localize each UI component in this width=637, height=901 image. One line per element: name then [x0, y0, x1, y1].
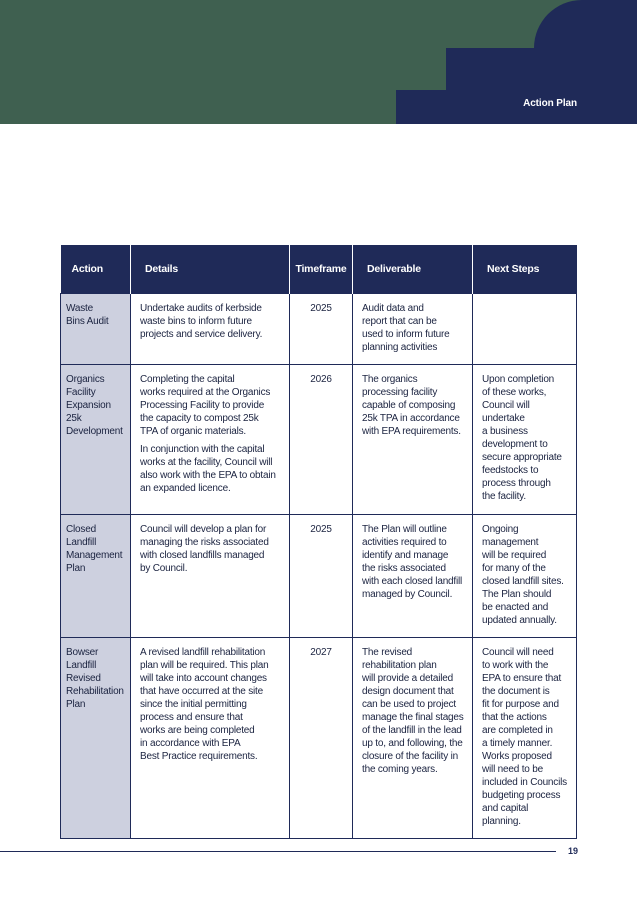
header-step-shape	[396, 90, 637, 124]
header-action: Action	[61, 245, 131, 294]
section-title: Action Plan	[523, 98, 577, 109]
next-steps-cell: Upon completion of these works, Council will undertake a business development to secure appropriate feedstocks to process through the facility.	[473, 365, 577, 515]
header-timeframe: Timeframe	[290, 245, 353, 294]
next-steps-cell: Council will need to work with the EPA to ensure that the document is fit for purpose and that the actions are completed in a timely manner. Works proposed will need to be included in Councils budgeting process and capital planning.	[473, 638, 577, 839]
timeframe-cell: 2025	[290, 515, 353, 638]
timeframe-cell: 2027	[290, 638, 353, 839]
action-plan-table	[60, 245, 577, 839]
deliverable-cell: Audit data and report that can be used to inform future planning activities	[353, 294, 473, 365]
header-next-steps: Next Steps	[473, 245, 577, 294]
table-row	[61, 294, 577, 365]
details-cell	[131, 294, 290, 365]
action-cell: Organics Facility Expansion 25k Development	[61, 365, 131, 515]
action-cell: Closed Landfill Management Plan	[61, 515, 131, 638]
footer-divider	[0, 851, 556, 852]
details-cell	[131, 515, 290, 638]
details-paragraph: A revised landfill rehabilitation plan will be required. This plan will take into account changes that have occurred at the site since the initial permitting process and ensure that works are being completed in accordance with EPA Best Practice requirements.	[140, 647, 269, 762]
header-deliverable: Deliverable	[353, 245, 473, 294]
deliverable-cell: The organics processing facility capable of composing 25k TPA in accordance with EPA requirements.	[353, 365, 473, 515]
table-row	[61, 365, 577, 515]
details-paragraph: Undertake audits of kerbside waste bins to inform future projects and service delivery.	[140, 303, 263, 340]
timeframe-cell: 2026	[290, 365, 353, 515]
table-row	[61, 515, 577, 638]
deliverable-cell: The revised rehabilitation plan will provide a detailed design document that can be used to project manage the final stages of the landfill in the lead up to, and following, the closure of the facility in the coming years.	[353, 638, 473, 839]
details-cell	[131, 365, 290, 515]
details-paragraph: In conjunction with the capital works at the facility, Council will also work with the EPA to obtain an expanded licence.	[140, 444, 276, 494]
details-cell	[131, 638, 290, 839]
header-details: Details	[131, 245, 290, 294]
action-cell: Bowser Landfill Revised Rehabilitation Plan	[61, 638, 131, 839]
action-cell: Waste Bins Audit	[61, 294, 131, 365]
deliverable-cell: The Plan will outline activities required to identify and manage the risks associated with each closed landfill managed by Council.	[353, 515, 473, 638]
timeframe-cell: 2025	[290, 294, 353, 365]
header-step-shape	[446, 48, 637, 90]
table-row	[61, 638, 577, 839]
details-paragraph: Completing the capital works required at the Organics Processing Facility to provide the capacity to compost 25k TPA of organic materials.	[140, 374, 271, 437]
table-header-row	[61, 245, 577, 294]
next-steps-cell: Ongoing management will be required for many of the closed landfill sites. The Plan should be enacted and updated annually.	[473, 515, 577, 638]
next-steps-cell	[473, 294, 577, 365]
page-number: 19	[568, 846, 579, 856]
details-paragraph: Council will develop a plan for managing the risks associated with closed landfills managed by Council.	[140, 524, 269, 574]
